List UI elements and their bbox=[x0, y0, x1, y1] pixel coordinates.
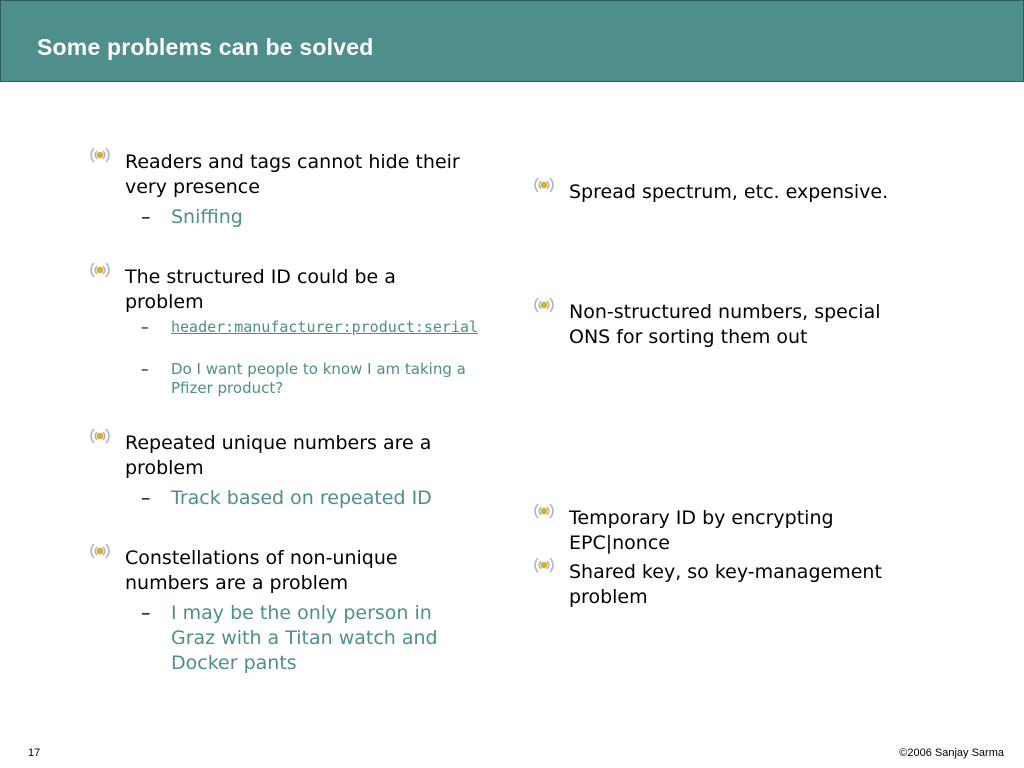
dash: – bbox=[141, 318, 149, 336]
radio-wave-icon bbox=[87, 145, 113, 165]
sub-text: I may be the only person in Graz with a Titan watch and Docker pants bbox=[171, 602, 438, 674]
radio-wave-icon bbox=[87, 426, 113, 446]
dash: – bbox=[141, 602, 151, 624]
dash: – bbox=[141, 487, 151, 509]
dash: – bbox=[141, 206, 151, 228]
radio-wave-icon bbox=[531, 555, 557, 575]
bullet-text: Non-structured numbers, special ONS for sorting them out bbox=[569, 301, 881, 348]
radio-wave-icon bbox=[87, 541, 113, 561]
radio-wave-icon bbox=[531, 501, 557, 521]
slide-title: Some problems can be solved bbox=[37, 34, 374, 60]
bullet-text: Spread spectrum, etc. expensive. bbox=[569, 181, 889, 203]
radio-wave-icon bbox=[87, 260, 113, 280]
dash: – bbox=[141, 360, 149, 378]
bullet-text: Temporary ID by encrypting EPC|nonce bbox=[569, 507, 834, 554]
bullet-text: Constellations of non-unique numbers are a problem bbox=[125, 547, 398, 594]
title-bar bbox=[0, 0, 1024, 82]
radio-wave-icon bbox=[531, 175, 557, 195]
sub-text: Do I want people to know I am taking a Pfizer product? bbox=[171, 360, 466, 397]
bullet-text: Shared key, so key-management problem bbox=[569, 561, 882, 608]
copyright-text: ©2006 Sanjay Sarma bbox=[899, 747, 1004, 759]
sub-text: Track based on repeated ID bbox=[171, 487, 432, 509]
bullet-text: Readers and tags cannot hide their very presence bbox=[125, 151, 460, 198]
sub-text-code: header:manufacturer:product:serial bbox=[171, 318, 479, 336]
bullet-text: The structured ID could be a problem bbox=[125, 266, 396, 313]
sub-text: Sniffing bbox=[171, 206, 243, 228]
bullet-text: Repeated unique numbers are a problem bbox=[125, 432, 432, 479]
page-number: 17 bbox=[28, 747, 41, 759]
radio-wave-icon bbox=[531, 295, 557, 315]
